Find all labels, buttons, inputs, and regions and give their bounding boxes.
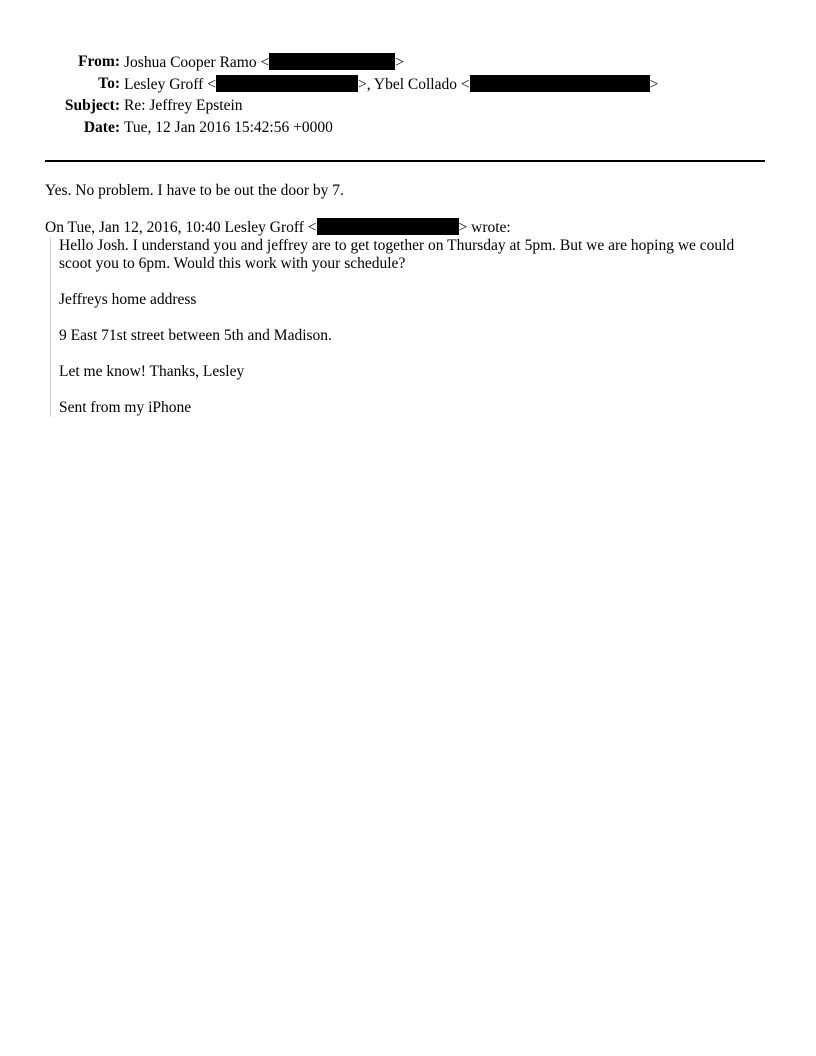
quoted-paragraph: 9 East 71st street between 5th and Madison. — [59, 327, 332, 344]
to-name-1: Lesley Groff — [124, 76, 204, 93]
from-label: From: — [78, 53, 120, 70]
quoted-paragraph: Hello Josh. I understand you and jeffrey are to get together on Thursday at 5pm. But we are hoping we could scoot you to 6pm. Would this work with your schedule? — [59, 237, 735, 272]
from-close-bracket: > — [395, 54, 404, 71]
to-close-bracket-2: > — [649, 76, 659, 93]
quote-attribution — [45, 218, 775, 237]
quoted-paragraph: Let me know! Thanks, Lesley — [59, 363, 245, 380]
attribution-suffix: > wrote: — [458, 219, 511, 236]
subject-label: Subject: — [64, 97, 120, 114]
subject-row — [0, 97, 816, 119]
to-value — [124, 75, 658, 94]
from-name: Joshua Cooper Ramo — [124, 54, 257, 71]
attribution-prefix: On Tue, Jan 12, 2016, 10:40 Lesley Groff < — [45, 219, 317, 236]
from-open-bracket: < — [260, 54, 270, 71]
to-row — [0, 75, 816, 97]
to-close-bracket-1: >, — [357, 76, 371, 93]
date-label: Date: — [83, 119, 120, 136]
to-name-2: Ybel Collado — [373, 76, 457, 93]
quoted-paragraph: Sent from my iPhone — [59, 399, 192, 416]
header-divider — [45, 160, 765, 162]
date-value: Tue, 12 Jan 2016 15:42:56 +0000 — [124, 119, 333, 136]
to-label: To: — [98, 75, 120, 92]
from-value — [124, 53, 404, 72]
email-header — [0, 53, 816, 141]
from-row — [0, 53, 816, 75]
subject-value: Re: Jeffrey Epstein — [124, 97, 243, 114]
date-row — [0, 119, 816, 141]
attribution-email-redaction — [317, 218, 459, 235]
reply-text: Yes. No problem. I have to be out the door by 7. — [45, 182, 344, 199]
to-open-bracket-1: < — [207, 76, 216, 93]
to-email-redaction-1 — [216, 75, 358, 92]
quoted-paragraph: Jeffreys home address — [59, 291, 197, 308]
from-email-redaction — [269, 53, 395, 70]
to-open-bracket-2: < — [460, 76, 470, 93]
to-email-redaction-2 — [470, 75, 650, 92]
quoted-message — [50, 237, 770, 417]
